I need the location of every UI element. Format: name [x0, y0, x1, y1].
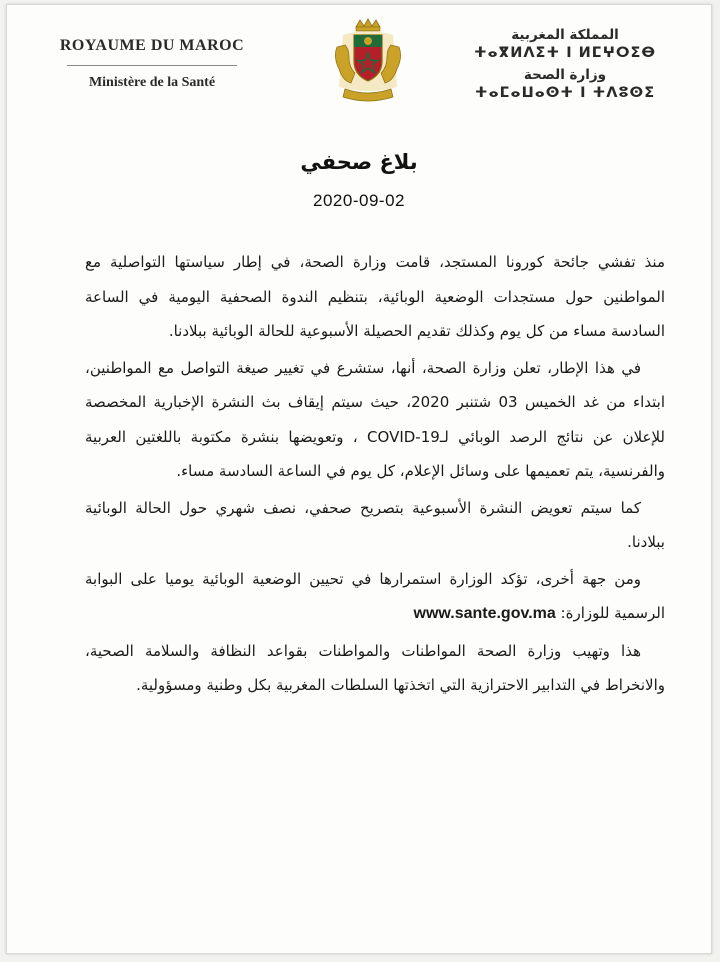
country-name-tifinagh: ⵜⴰⴳⵍⴷⵉⵜ ⵏ ⵍⵎⵖⵔⵉⴱ — [473, 45, 657, 61]
portal-url[interactable]: www.sante.gov.ma — [413, 605, 556, 622]
document-title: بلاغ صحفي — [300, 150, 418, 174]
paragraph-2: في هذا الإطار، تعلن وزارة الصحة، أنها، ستشرع في تغيير صيغة التواصل مع المواطنين، ابتداء من غد الخميس 03 شتنبر 2020، حيث سيتم إيقاف بث النشرة الإخبارية المخصصة للإعلان عن نتائج الرصد الوبائي لـCOVID-19 ، وتعويضها بنشرة مكتوبة باللغتين العربية والفرنسية، يتم تعميمها على وسائل الإعلام، كل يوم في الساعة السادسة مساء. — [85, 358, 666, 480]
paragraph-4-text: ومن جهة أخرى، تؤكد الوزارة استمرارها في تحيين الوضعية الوبائية يوميا على البوابة الرسمية للوزارة: — [85, 569, 665, 622]
header-separator — [67, 65, 237, 66]
document-body — [85, 245, 665, 705]
paragraph-1: منذ تفشي جائحة كورونا المستجد، قامت وزارة الصحة، في إطار سياستها التواصلية مع المواطنين حول مستجدات الوضعية الوبائية، بتنظيم الندوة الصحفية اليومية في الساعة السادسة مساء من كل يوم وكذلك تقديم الحصيلة الأسبوعية للحالة الوبائية ببلادنا. — [85, 253, 665, 340]
ministry-name-tifinagh: ⵜⴰⵎⴰⵡⴰⵙⵜ ⵏ ⵜⴷⵓⵙⵉ — [474, 85, 656, 101]
press-release-sheet — [6, 4, 712, 954]
country-name-fr: ROYAUME DU MAROC — [59, 37, 245, 54]
paragraph-4 — [85, 562, 665, 632]
ministry-name-fr: Ministère de la Santé — [88, 75, 216, 90]
royal-coat-of-arms-icon — [329, 17, 407, 107]
paragraph-5: هذا وتهيب وزارة الصحة المواطنات والمواطنات بقواعد النظافة والسلامة الصحية، والانخراط في التدابير الاحترازية التي اتخذتها السلطات المغربية بكل وطنية ومسؤولية. — [85, 641, 665, 694]
paragraph-3: كما سيتم تعويض النشرة الأسبوعية بتصريح صحفي، نصف شهري حول الحالة الوبائية ببلادنا. — [85, 498, 665, 551]
country-name-ar: المملكة المغربية — [511, 27, 619, 43]
ministry-name-ar: وزارة الصحة — [523, 67, 607, 83]
document-date: 2020-09-02 — [313, 191, 405, 210]
